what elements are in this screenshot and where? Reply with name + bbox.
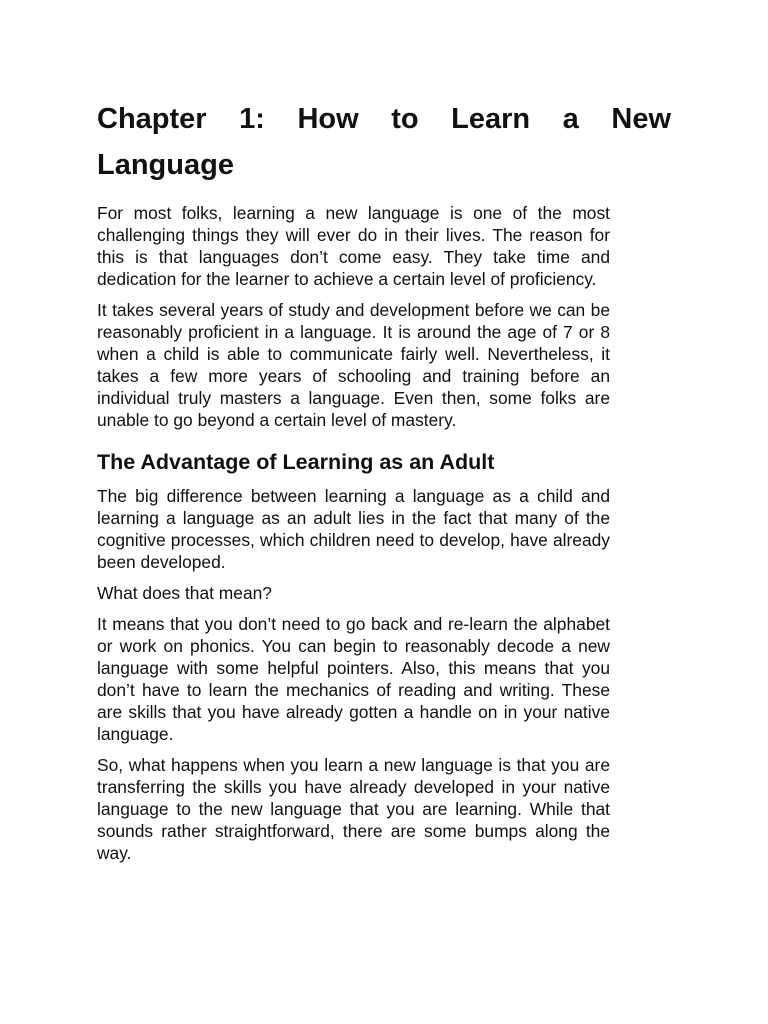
chapter-title-line-2: Language bbox=[97, 149, 234, 181]
section-paragraph-4: So, what happens when you learn a new language is that you are transferring the skills you have already developed in your native language to the new language that you are learning. While that sounds rather straightforward, there are some bumps along the way. bbox=[97, 755, 610, 863]
intro-paragraph-2: It takes several years of study and development before we can be reasonably proficient in a language. It is around the age of 7 or 8 when a child is able to communicate fairly well. Nevertheless, it takes a few more years of schooling and training before an individual truly masters a language. Even then, some folks are unable to go beyond a certain level of mastery. bbox=[97, 300, 610, 430]
section-body bbox=[97, 485, 610, 864]
chapter-title-line-1: Chapter 1: How to Learn a New bbox=[97, 103, 671, 135]
document-page bbox=[97, 96, 671, 873]
section-paragraph-2: What does that mean? bbox=[97, 583, 272, 603]
section-heading: The Advantage of Learning as an Adult bbox=[97, 450, 495, 474]
section-paragraph-1: The big difference between learning a language as a child and learning a language as an adult lies in the fact that many of the cognitive processes, which children need to develop, have already been developed. bbox=[97, 486, 610, 572]
intro-paragraph-1: For most folks, learning a new language is one of the most challenging things they will ever do in their lives. The reason for this is that languages don’t come easy. They take time and dedication for the learner to achieve a certain level of proficiency. bbox=[97, 203, 610, 289]
chapter-body bbox=[97, 202, 610, 431]
section-paragraph-3: It means that you don’t need to go back and re-learn the alphabet or work on phonics. You can begin to reasonably decode a new language with some helpful pointers. Also, this means that you don’t have to learn the mechanics of reading and writing. These are skills that you have already gotten a handle on in your native language. bbox=[97, 614, 610, 744]
chapter-title bbox=[97, 96, 671, 188]
